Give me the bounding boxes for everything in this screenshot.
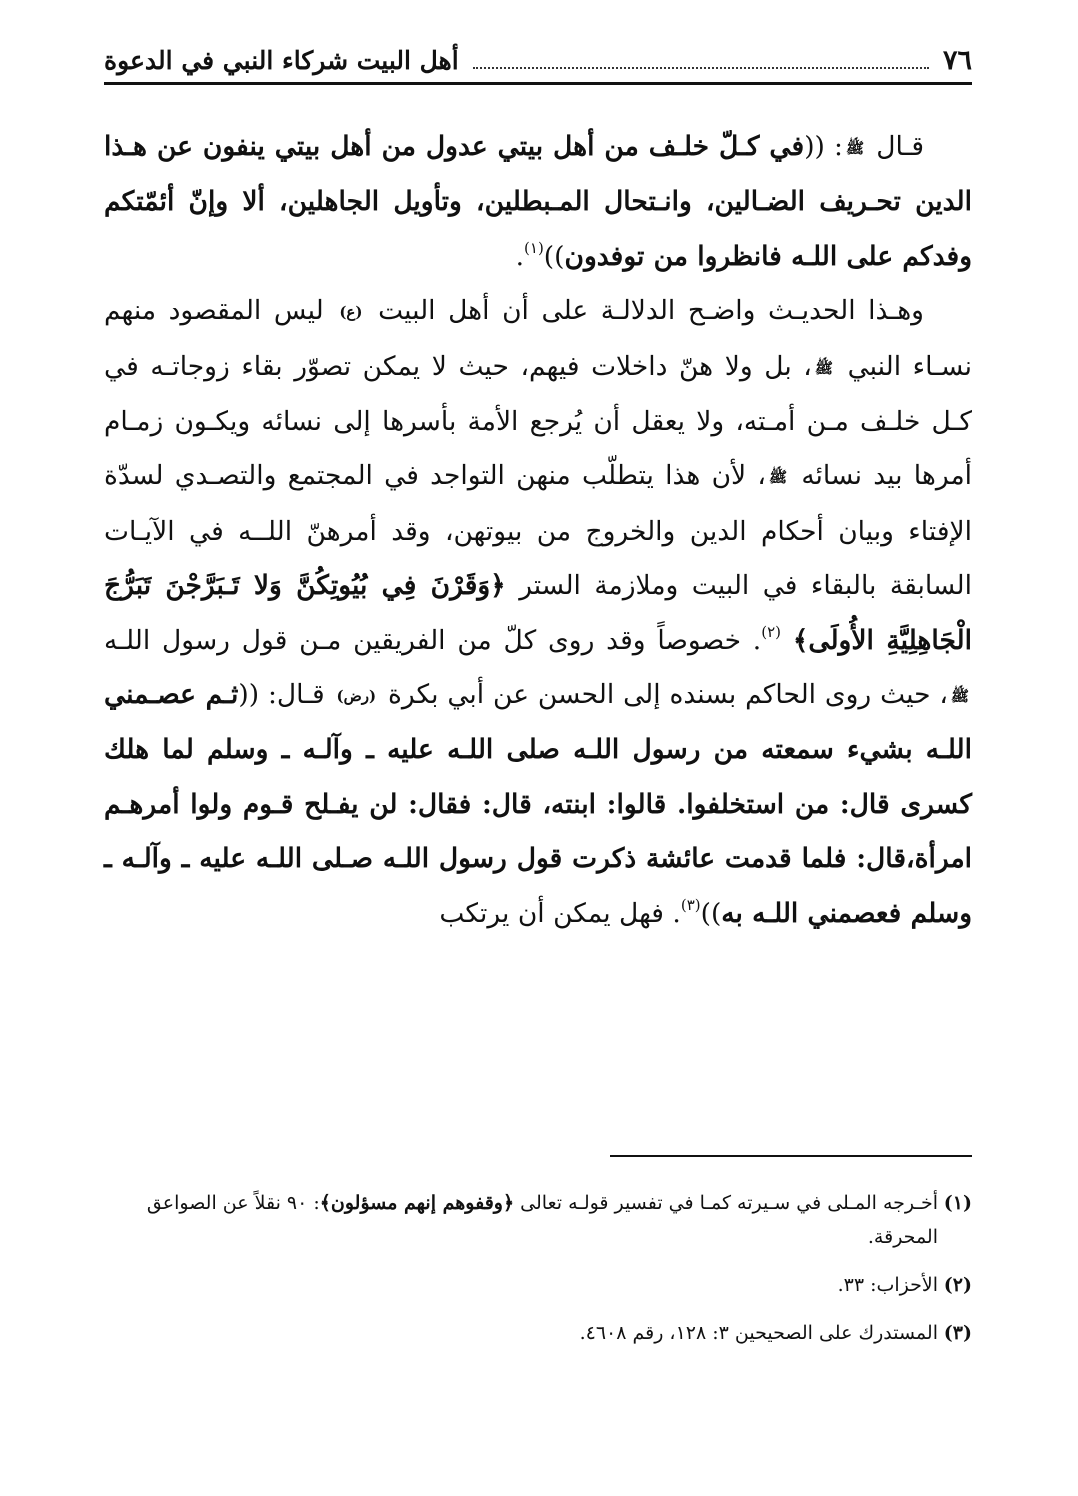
- text-span: ، لأن هذا يتطلّب منهن التواجد في المجتمع والتصـدي لسدّة الإفتاء وبيان أحكام الدين والخروج من بيوتهن، وقد أمرهنّ اللــه في الآيـات السابقة بالبقاء في البيت وملازمة الستر: [104, 460, 972, 602]
- prophet-honorific: ﷺ: [845, 139, 865, 157]
- text-span: قـال: [876, 131, 924, 162]
- prophet-honorific: ﷺ: [814, 358, 833, 377]
- text-span: قـال: ((: [238, 679, 325, 711]
- paragraph-2: [104, 284, 972, 941]
- companion-honorific: (رض): [336, 687, 377, 706]
- text-span: .: [515, 240, 525, 272]
- footnote-number: (٢): [943, 1274, 972, 1296]
- prophet-honorific: ﷺ: [768, 468, 788, 487]
- text-span: ليس المقصود منهم نسـاء النبي: [104, 295, 972, 382]
- footnote-text: : ٩٠ نقلاً عن الصواعق المحرقة.: [146, 1192, 938, 1248]
- footnote-number: (١): [943, 1192, 972, 1214]
- running-header: [104, 38, 972, 85]
- footnote-ref-1[interactable]: (١): [524, 238, 544, 257]
- footnote-text: المستدرك على الصحيحين ٣: ١٢٨، رقم ٤٦٠٨.: [579, 1322, 938, 1344]
- hadith-quote: ثـم عصـمني اللـه بشيء سمعته من رسول اللـه صلى اللـه عليه ـ وآلـه ـ وسلم لما هلك كسرى قال: من استخلفوا. قالوا: ابنته، قال: فقال: لن يفـلح قـوم ولوا أمرهـم امرأة،قال: فلما قدمت عائشة ذكرت قول رسول اللـه صـلى اللـه عليه ـ وآلـه ـ وسلم فعصمني اللـه به: [104, 679, 972, 929]
- footnote-1: [104, 1186, 972, 1254]
- text-span: وهـذا الحديـث واضـح الدلالـة على أن أهل البيت: [378, 295, 924, 327]
- footnote-2: [104, 1268, 972, 1302]
- footnote-ref-2[interactable]: (٢): [761, 622, 782, 641]
- text-span: . خصوصاً وقد روى كلّ من الفريقين مـن قول رسول اللـه: [104, 624, 762, 656]
- main-text: [104, 120, 972, 941]
- footnote-text: أخـرجه المـلى في سـيرته كمـا في تفسير قولـه تعالى: [520, 1192, 938, 1214]
- footnote-3: [104, 1316, 972, 1350]
- prophet-honorific: ﷺ: [950, 687, 970, 706]
- ahl-bayt-honorific: (ع): [339, 303, 363, 322]
- page-number: ٧٦: [942, 44, 972, 76]
- footnotes: [104, 1186, 972, 1364]
- footnote-ref-3[interactable]: (٣): [680, 895, 701, 914]
- dotted-leader: [473, 67, 929, 69]
- footnote-verse: ﴿وقفوهم إنهم مسؤلون﴾: [319, 1192, 515, 1214]
- text-span: : ((: [804, 131, 843, 162]
- footnote-text: الأحزاب: ٣٣.: [837, 1274, 938, 1296]
- paragraph-1: [104, 120, 972, 284]
- quran-verse: ﴿وَقَرْنَ فِي بُيُوتِكُنَّ وَلا تَـبَرَّجْنَ تَبَرُّجَ الْجَاهِلِيَّةِ الأُولَى﴾: [104, 570, 972, 656]
- text-span: )): [543, 240, 565, 272]
- hadith-quote: في كـلّ خلـف من أهل بيتي عدول من أهل بيتي ينفون عن هـذا الدين تحـريف الضـالين، وانـتحال المـبطلين، وتأويل الجاهلين، ألا وإنّ أئمّتكم وفدكم على اللـه فانظروا من توفدون: [104, 131, 972, 272]
- text-span: . فهل يمكن أن يرتكب: [439, 897, 681, 929]
- text-span: ، حيث روى الحاكم بسنده إلى الحسن عن أبي بكرة: [387, 679, 948, 711]
- footnote-separator: [610, 1155, 972, 1157]
- running-title: أهل البيت شركاء النبي في الدعوة: [104, 45, 459, 75]
- text-span: )): [700, 897, 722, 929]
- text-span: ، بل ولا هنّ داخلات فيهم، حيث لا يمكن تصوّر بقاء زوجاتـه في كـل خلـف مـن أمـته، ولا يعقل أن يُرجع الأمة بأسرها إلى نسائه ويكـون زمـام أمرها بيد نسائه: [104, 350, 973, 492]
- footnote-number: (٣): [943, 1322, 972, 1344]
